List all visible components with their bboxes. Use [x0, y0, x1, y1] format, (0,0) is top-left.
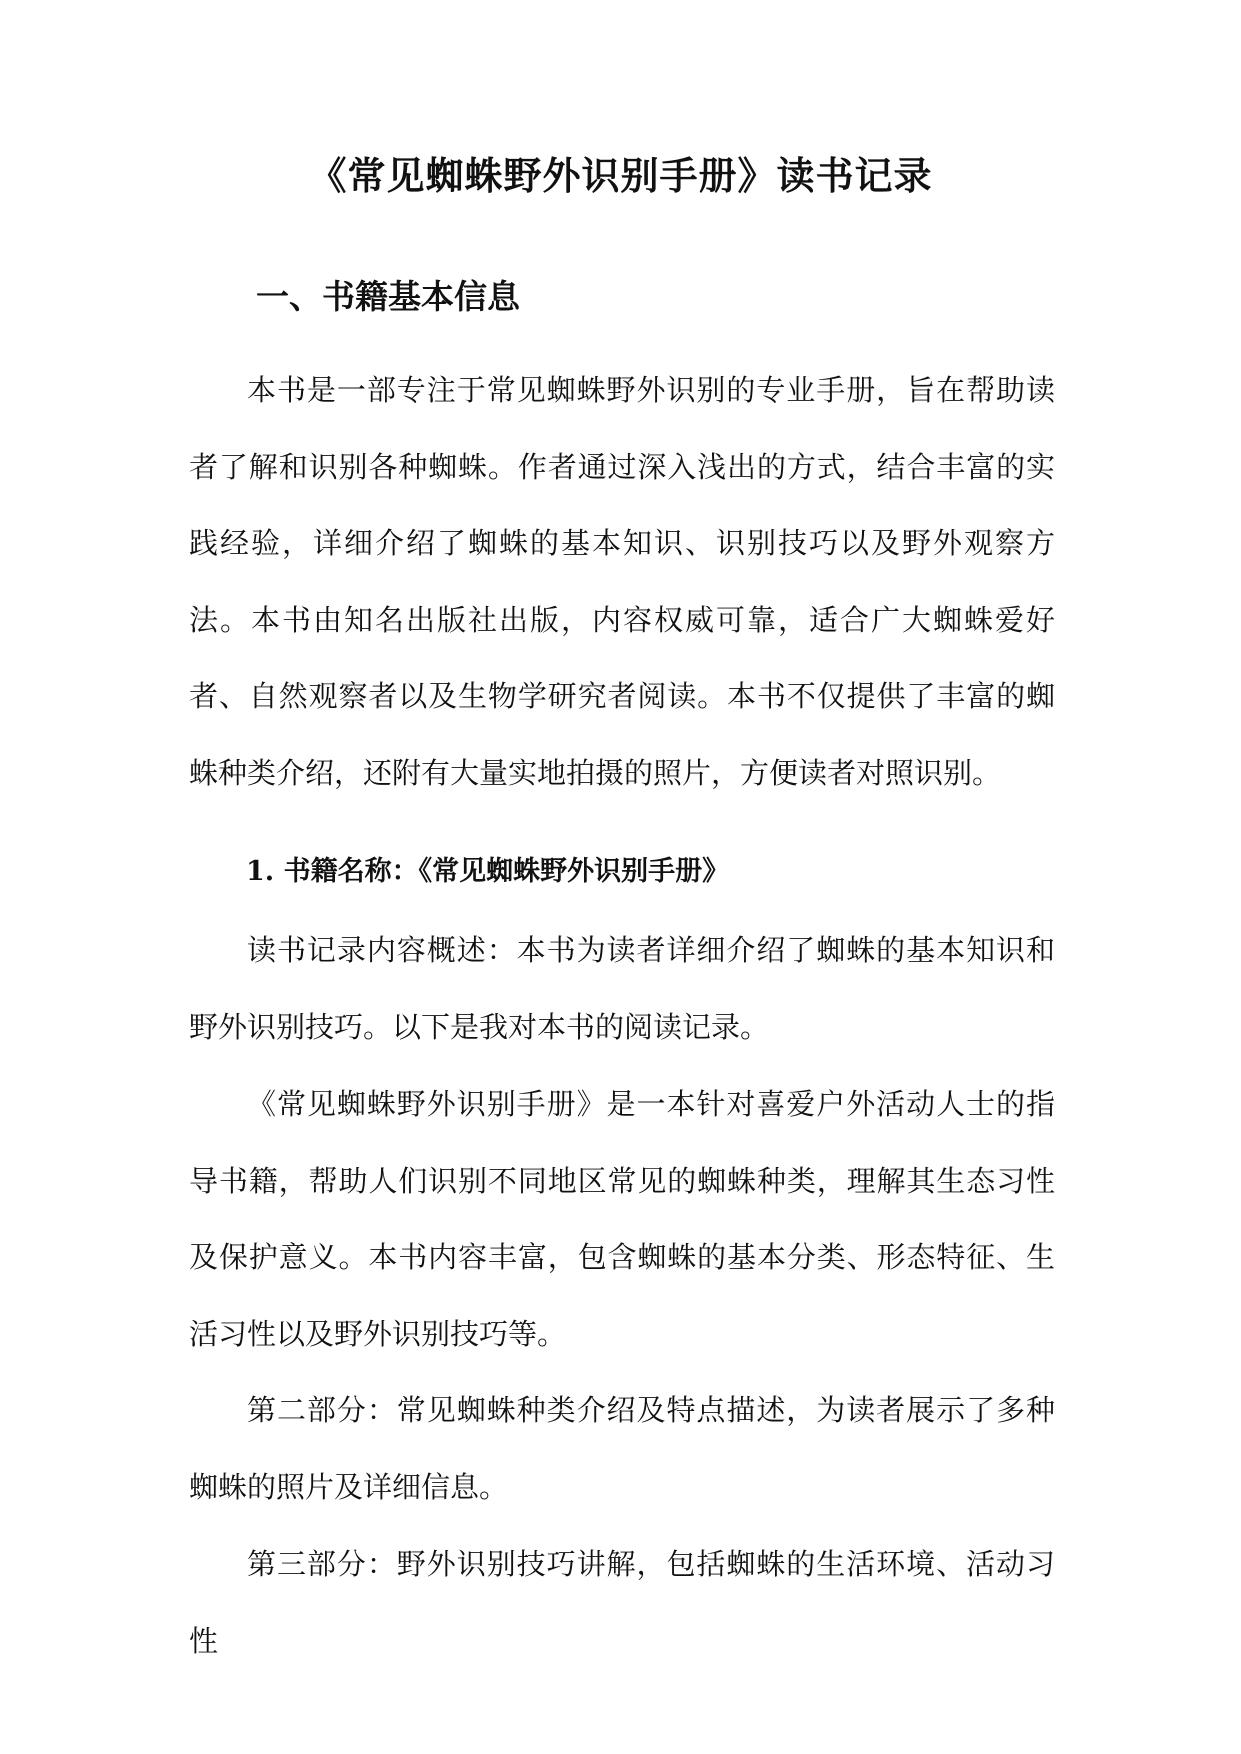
paragraph-introduction: 《常见蜘蛛野外识别手册》是一本针对喜爱户外活动人士的指导书籍，帮助人们识别不同地区常见的蜘蛛种类，理解其生态习性及保护意义。本书内容丰富，包含蜘蛛的基本分类、形态特征、生活习性以及野外识别技巧等。	[189, 1087, 1055, 1351]
paragraph-overview: 读书记录内容概述：本书为读者详细介绍了蜘蛛的基本知识和野外识别技巧。以下是我对本书的阅读记录。	[189, 933, 1055, 1044]
paragraph-part-two: 第二部分：常见蜘蛛种类介绍及特点描述，为读者展示了多种蜘蛛的照片及详细信息。	[189, 1393, 1055, 1504]
paragraph-part-three: 第三部分：野外识别技巧讲解，包括蜘蛛的生活环境、活动习性	[189, 1547, 1055, 1658]
subsection-heading-book-name: 1. 书籍名称：《常见蜘蛛野外识别手册》	[246, 856, 730, 887]
paragraph-basic-info: 本书是一部专注于常见蜘蛛野外识别的专业手册，旨在帮助读者了解和识别各种蜘蛛。作者通过深入浅出的方式，结合丰富的实践经验，详细介绍了蜘蛛的基本知识、识别技巧以及野外观察方法。本书由知名出版社出版，内容权威可靠，适合广大蜘蛛爱好者、自然观察者以及生物学研究者阅读。本书不仅提供了丰富的蜘蛛种类介绍，还附有大量实地拍摄的照片，方便读者对照识别。	[189, 373, 1055, 790]
section-heading-basic-info: 一、书籍基本信息	[256, 277, 520, 316]
document-title: 《常见蜘蛛野外识别手册》读书记录	[308, 153, 933, 198]
